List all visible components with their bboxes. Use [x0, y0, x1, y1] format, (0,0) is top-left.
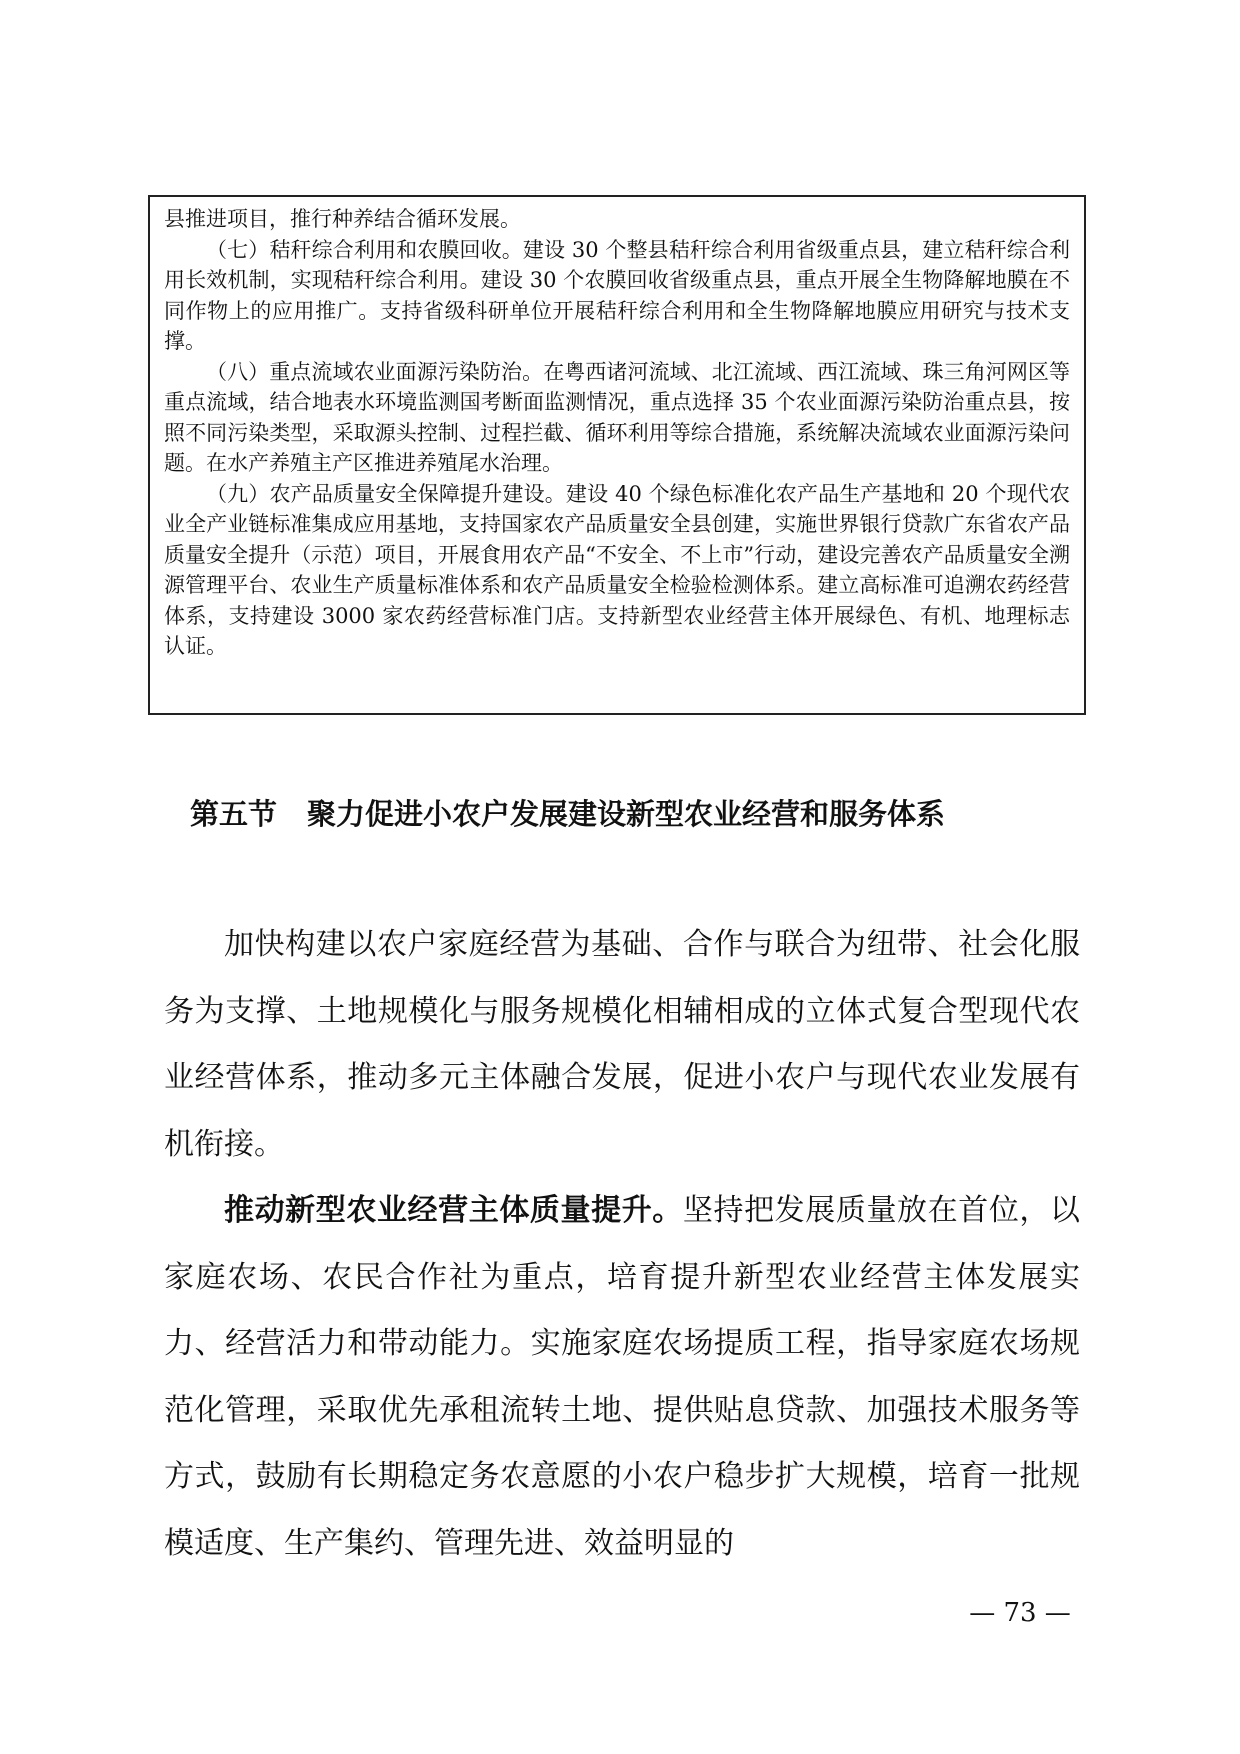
box-paragraph-pollution: （八）重点流域农业面源污染防治。在粤西诸河流域、北江流域、西江流域、珠三角河网区等重点流域，结合地表水环境监测国考断面监测情况，重点选择 35 个农业面源污染防治重点县，按照不同污染类型，采取源头控制、过程拦截、循环利用等综合措施，系统解决流域农业面源污染问题。在水产养殖主产区推进养殖尾水治理。 [164, 359, 1070, 475]
body-paragraph-quality [164, 1178, 1080, 1577]
section-number: 第五节 [190, 797, 278, 831]
box-paragraph-quality: （九）农产品质量安全保障提升建设。建设 40 个绿色标准化农产品生产基地和 20 个现代农业全产业链标准集成应用基地，支持国家农产品质量安全县创建，实施世界银行贷款广东省农产品质量安全提升（示范）项目，开展食用农产品“不安全、不上市”行动，建设完善农产品质量安全溯源管理平台、农业生产质量标准体系和农产品质量安全检验检测体系。建立高标准可追溯农药经营体系，支持建设 3000 家农药经营标准门店。支持新型农业经营主体开展绿色、有机、地理标志认证。 [164, 481, 1070, 658]
section-heading [190, 786, 1090, 842]
box-paragraph-continuation: 县推进项目，推行种养结合循环发展。 [164, 207, 521, 231]
paragraph-lead: 推动新型农业经营主体质量提升。 [224, 1193, 683, 1228]
project-box [148, 195, 1086, 715]
body-text [164, 912, 1080, 1577]
body-paragraph-intro: 加快构建以农户家庭经营为基础、合作与联合为纽带、社会化服务为支撑、土地规模化与服务规模化相辅相成的立体式复合型现代农业经营体系，推动多元主体融合发展，促进小农户与现代农业发展有机衔接。 [164, 927, 1080, 1162]
paragraph-text: 坚持把发展质量放在首位，以家庭农场、农民合作社为重点，培育提升新型农业经营主体发展实力、经营活力和带动能力。实施家庭农场提质工程，指导家庭农场规范化管理，采取优先承租流转土地、提供贴息贷款、加强技术服务等方式，鼓励有长期稳定务农意愿的小农户稳步扩大规模，培育一批规模适度、生产集约、管理先进、效益明显的 [164, 1193, 1081, 1561]
box-paragraph-straw: （七）秸秆综合利用和农膜回收。建设 30 个整县秸秆综合利用省级重点县，建立秸秆综合利用长效机制，实现秸秆综合利用。建设 30 个农膜回收省级重点县，重点开展全生物降解地膜在不同作物上的应用推广。支持省级科研单位开展秸秆综合利用和全生物降解地膜应用研究与技术支撑。 [164, 237, 1070, 353]
section-title-text: 聚力促进小农户发展建设新型农业经营和服务体系 [307, 797, 946, 831]
page-number: — 73 — [969, 1598, 1071, 1628]
